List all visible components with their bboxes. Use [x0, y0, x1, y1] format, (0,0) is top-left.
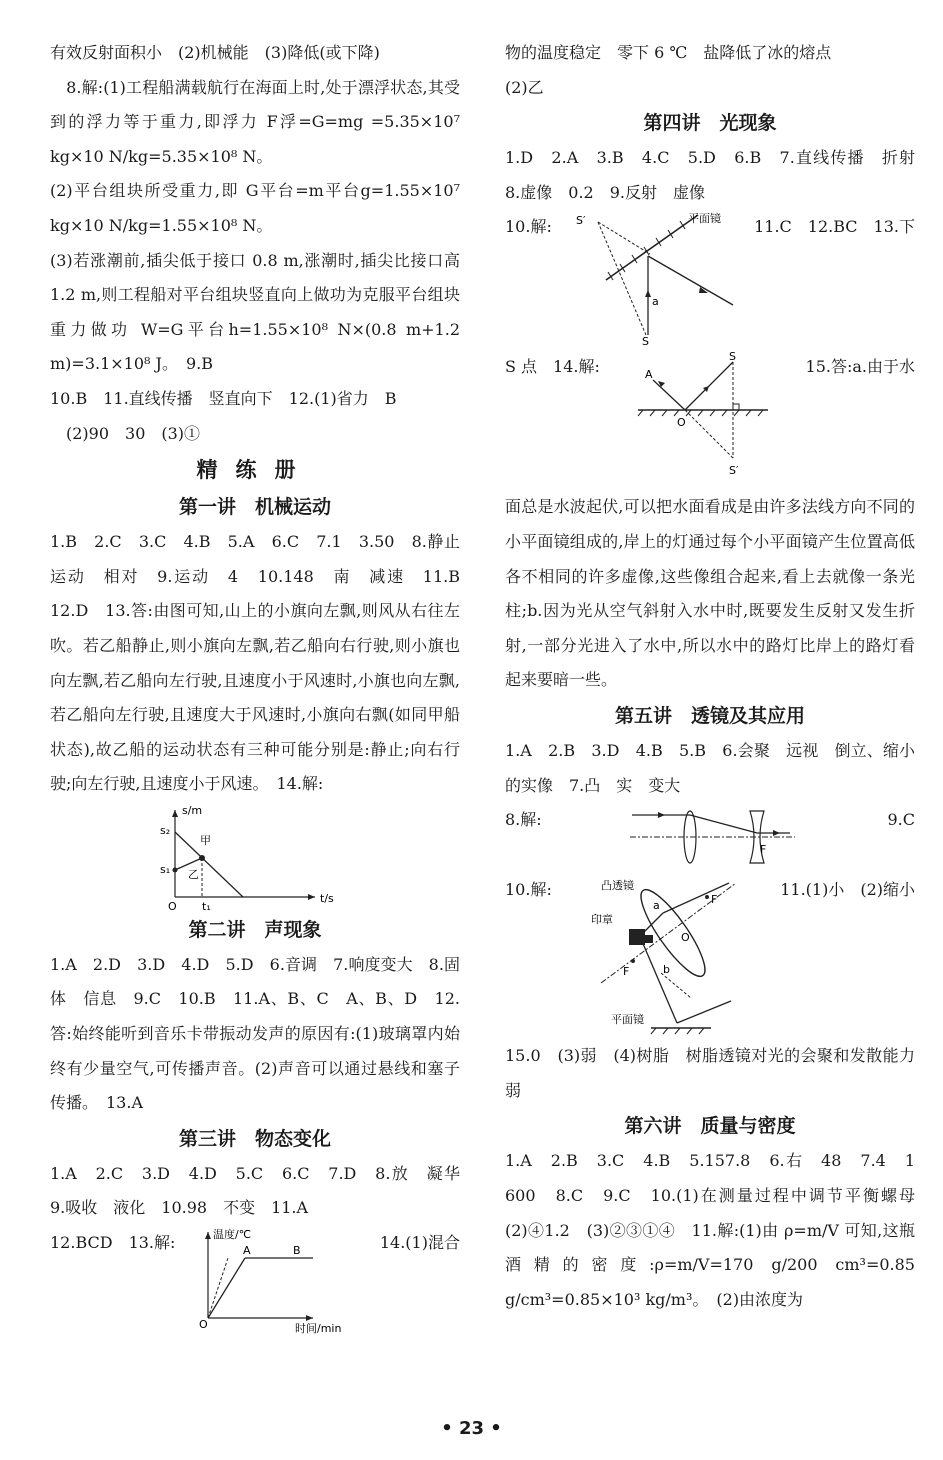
s2-label: s₂	[160, 823, 171, 837]
reflection-figure	[633, 350, 773, 480]
temperature-graph-figure	[193, 1226, 363, 1334]
s-prime-label: S′	[728, 464, 739, 478]
paragraph: 10.解:	[505, 880, 552, 900]
s1-label: s₁	[160, 862, 171, 876]
jia-label: 甲	[200, 833, 211, 847]
paragraph: 1.A 2.C 3.D 4.D 5.C 6.C 7.D 8.放 凝华 9.吸收 液化 10.98 不变 11.A	[50, 1163, 477, 1218]
paragraph: S 点 14.解:	[505, 357, 600, 377]
ray-a-label: a	[653, 899, 660, 913]
lens-figure	[630, 803, 800, 869]
page-number: • 23 •	[441, 1418, 502, 1439]
o-label: O	[676, 416, 686, 430]
point-b-label: B	[292, 1244, 301, 1258]
origin-label: O	[198, 1318, 208, 1332]
point-a-label: A	[242, 1244, 251, 1258]
s-label: S	[728, 350, 736, 364]
focus-label: F	[623, 965, 630, 979]
s-prime-label: S′	[575, 214, 586, 228]
t1-label: t₁	[202, 899, 211, 912]
a-label: A	[644, 368, 653, 382]
paragraph: 1.A 2.D 3.D 4.D 5.D 6.音调 7.响度变大 8.固体 信息 9.C 10.B 11.A、B、C A、B、D 12.答:始终能听到音乐卡带振动发声的原因有:(1)玻璃罩内始终有少量空气,可传播声音。(2)声音可以通过悬线和塞子传播。 13.A	[50, 954, 460, 1113]
paragraph: 12.BCD 13.解:	[50, 1233, 176, 1253]
yi-label: 乙	[188, 867, 199, 881]
section-title: 第三讲 物态变化	[178, 1127, 331, 1150]
focus-label: F	[711, 893, 718, 907]
y-axis-label: 温度/℃	[212, 1228, 251, 1242]
ray-a-label: a	[651, 295, 659, 309]
x-axis-label: 时间/min	[294, 1322, 342, 1335]
paragraph: 9.C	[887, 810, 915, 830]
mirror-label: 平面镜	[611, 1013, 645, 1027]
section-title: 第五讲 透镜及其应用	[614, 704, 805, 727]
paragraph: 面总是水波起伏,可以把水面看成是由许多法线方向不同的小平面镜组成的,岸上的灯通过每个小平面镜产生位置高低各不相同的许多虚像,这些像组合起来,看上去就像一条光柱;b.因为光从空气斜射入水中时,既要发生反射又发生折射,一部分光进入了水中,所以水中的路灯比岸上的路灯看起来要暗一些。	[505, 497, 915, 690]
paragraph: (2)90 30 (3)①	[50, 423, 201, 443]
answer-row	[505, 873, 915, 1039]
answer-row	[50, 1226, 460, 1336]
answer-row	[505, 350, 915, 490]
s-label: S	[641, 335, 649, 349]
paragraph: 有效反射面积小 (2)机械能 (3)降低(或下降)	[50, 43, 380, 62]
mirror-line	[606, 215, 698, 280]
st-graph-figure	[160, 802, 460, 912]
right-column	[505, 36, 932, 1317]
paragraph: 1.B 2.C 3.C 4.B 5.A 6.C 7.1 3.50 8.静止 运动 相对 9.运动 4 10.148 南 减速 11.B 12.D 13.答:由图可知,山上的小旗向左飘,则风从右往左吹。若乙船静止,则小旗向左飘,若乙船向右行驶,则小旗也向左飘,若乙船向左行驶,且速度小于风速时,小旗也向左飘,若乙船向左行驶,且速度大于风速时,小旗向右飘(如同甲船状态),故乙船的运动状态有三种可能分别是:静止;向右行驶;向左行驶,且速度小于风速。 14.解:	[50, 532, 477, 794]
book-title: 精练册	[196, 458, 314, 483]
paragraph: 物的温度稳定 零下 6 ℃ 盐降低了冰的熔点	[505, 43, 832, 62]
paragraph: 1.D 2.A 3.B 4.C 5.D 6.B 7.直线传播 折射 8.虚像 0.2 9.反射 虚像	[505, 148, 932, 202]
paragraph: 1.A 2.B 3.D 4.B 5.B 6.会聚 远视 倒立、缩小的实像 7.凸 实 变大	[505, 740, 915, 795]
answer-row	[505, 803, 915, 873]
section-title: 第一讲 机械运动	[178, 496, 331, 519]
section-title: 第六讲 质量与密度	[624, 1115, 796, 1138]
paragraph: 8.解:	[505, 810, 542, 830]
paragraph: (2)乙	[505, 77, 544, 97]
paragraph: 1.A 2.B 3.C 4.B 5.157.8 6.右 48 7.4 1 600 8.C 9.C 10.(1)在测量过程中调节平衡螺母 (2)④1.2 (3)②③①④ 11.解:(1)由 ρ=m/V 可知,这瓶酒精的密度:ρ=m/V=170 g/200 cm³=0.85 g/cm³=0.85×10³ kg/m³。 (2)由浓度为	[505, 1151, 932, 1309]
paragraph: 14.(1)混合	[379, 1233, 460, 1253]
left-column	[50, 36, 477, 1336]
paragraph: 8.解:(1)工程船满载航行在海面上时,处于漂浮状态,其受到的浮力等于重力,即浮力 F浮=G=mg =5.35×10⁷ kg×10 N/kg=5.35×10⁸ N。	[50, 77, 460, 166]
seal-lens-figure	[591, 873, 741, 1035]
x-axis-label: t/s	[320, 891, 334, 905]
paragraph: 11.(1)小 (2)缩小	[780, 880, 915, 900]
focus-label: F	[759, 843, 766, 857]
paragraph: 15.答:a.由于水	[805, 357, 915, 377]
ray-b-label: b	[663, 963, 671, 977]
seal-label: 印章	[591, 913, 614, 927]
mirror-label: 平面镜	[687, 212, 721, 226]
answer-row	[505, 210, 915, 350]
paragraph: 10.解:	[505, 217, 552, 237]
mixture-line	[208, 1258, 245, 1318]
paragraph: (2)平台组块所受重力,即 G平台=m平台g=1.55×10⁷ kg×10 N/kg=1.55×10⁸ N。	[50, 181, 460, 235]
origin-label: O	[168, 899, 177, 912]
section-title: 第四讲 光现象	[643, 112, 777, 135]
y-axis-label: s/m	[182, 803, 203, 817]
o-label: O	[681, 931, 690, 945]
paragraph: 10.B 11.直线传播 竖直向下 12.(1)省力 B	[50, 388, 397, 408]
lens-label: 凸透镜	[601, 879, 635, 893]
paragraph: (3)若涨潮前,插尖低于接口 0.8 m,涨潮时,插尖比接口高 1.2 m,则工程船对平台组块竖直向上做功为克服平台组块重力做功 W=G平台h=1.55×10⁸ N×(0.8 m+1.2 m)=3.1×10⁸ J。 9.B	[50, 250, 460, 374]
paragraph: 11.C 12.BC 13.下	[754, 217, 915, 237]
plane-mirror-figure	[568, 210, 738, 348]
paragraph: 15.0 (3)弱 (4)树脂 树脂透镜对光的会聚和发散能力弱	[505, 1046, 915, 1100]
section-title: 第二讲 声现象	[188, 918, 322, 941]
